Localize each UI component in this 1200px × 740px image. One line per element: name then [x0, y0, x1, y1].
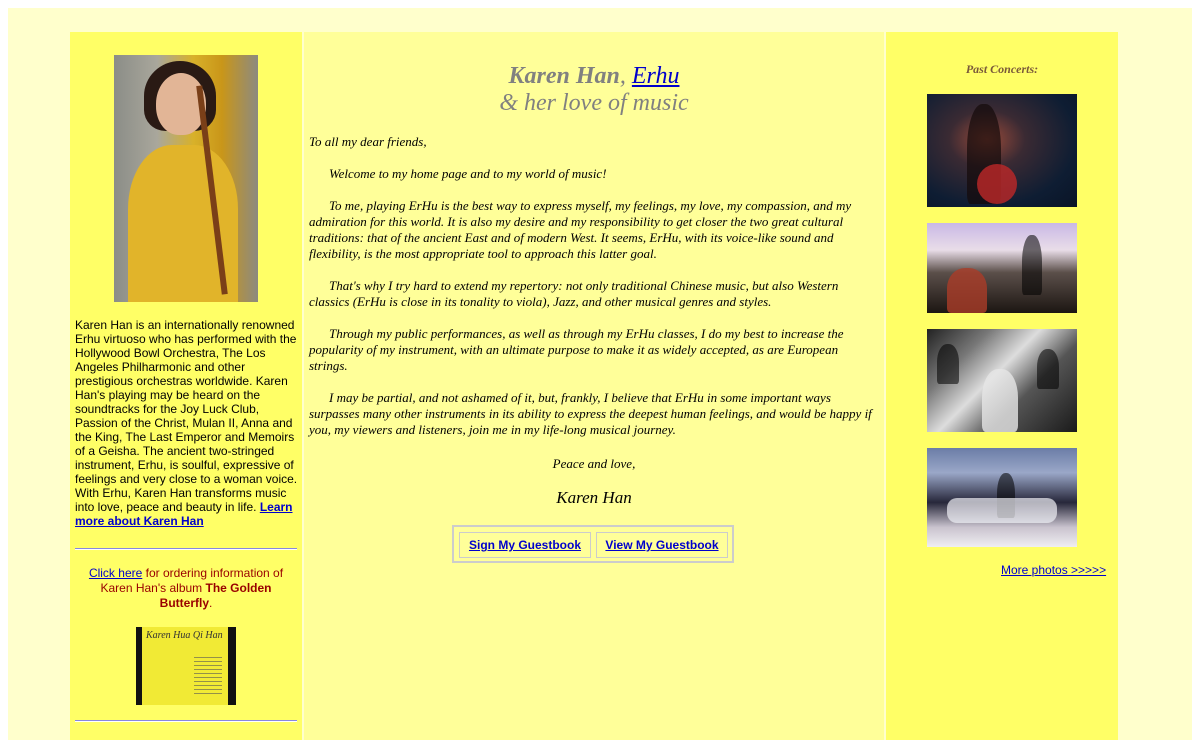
divider [75, 548, 297, 550]
album-order-info [75, 566, 297, 611]
view-guestbook-button[interactable] [596, 532, 728, 558]
album-cover-image[interactable] [136, 627, 236, 705]
letter-signoff: Peace and love, [552, 456, 636, 471]
concert-photo[interactable] [927, 94, 1077, 207]
order-text: for ordering information of Karen Han's album [100, 566, 284, 595]
main-content [304, 32, 884, 740]
letter-greeting: To all my dear friends, [309, 134, 427, 149]
bio-paragraph: Karen Han is an internationally renowned Erhu virtuoso who has performed with the Hollywood Bowl Orchestra, The Los Angeles Philharmonic and other prestigious orchestras worldwide. Karen Han's playing may be heard on the soundtracks for the Joy Luck Club, Passion of the Christ, Mulan II, Anna and the King, The Last Emperor and Memoirs of a Geisha. The ancient two-stringed instrument, Erhu, is soulful, expressive of feelings and very close to a woman voice. With Erhu, Karen Han transforms music into love, peace and beauty in life. [75, 318, 298, 514]
karen-han-portrait-photo [114, 55, 258, 302]
letter-signature: Karen Han [556, 488, 632, 507]
letter-paragraph: Through my public performances, as well as through my ErHu classes, I do my best to increase the popularity of my instrument, with an ultimate purpose to make it as widely accepted, as are European strings. [309, 326, 844, 373]
page-title: Karen Han, Erhu & her love of music [304, 62, 884, 116]
past-concerts-title: Past Concerts: [965, 62, 1039, 76]
album-name: The Golden Butterfly [159, 581, 272, 610]
letter-paragraph: That's why I try hard to extend my repertory: not only traditional Chinese music, but also Western classics (ErHu is close in its tonality to viola), Jazz, and other musical genres and styles. [309, 278, 839, 309]
bio-text [75, 318, 299, 528]
sign-guestbook-button[interactable] [459, 532, 591, 558]
view-guestbook-link[interactable]: View My Guestbook [605, 538, 719, 552]
sign-guestbook-link[interactable]: Sign My Guestbook [468, 538, 581, 552]
letter-paragraph: To me, playing ErHu is the best way to express myself, my feelings, my love, my compassion, and my admiration for this world. It is also my desire and my responsibility to get closer the two great cultural traditions: that of the ancient East and of modern West. It seems, ErHu, with its voice-like sound and flexibility, is the most appropriate tool to approach this latter goal. [309, 198, 852, 261]
album-cover-text: Karen Hua Qi Han [146, 630, 223, 641]
guestbook-buttons [452, 525, 734, 563]
concert-photo[interactable] [927, 223, 1077, 313]
concert-photo[interactable] [927, 448, 1077, 547]
learn-more-link[interactable]: Learn more about Karen Han [75, 500, 293, 528]
concert-photo[interactable] [927, 329, 1077, 432]
divider [75, 720, 297, 722]
more-photos-link[interactable]: More photos >>>>> [1001, 563, 1107, 577]
erhu-link[interactable]: Erhu [631, 63, 680, 89]
album-period: . [209, 596, 213, 610]
welcome-letter [309, 134, 877, 454]
click-here-link[interactable]: Click here [88, 566, 143, 580]
letter-paragraph: Welcome to my home page and to my world of music! [329, 166, 607, 181]
artist-name: Karen Han [508, 63, 620, 89]
page-subtitle: & her love of music [499, 90, 689, 116]
left-sidebar [70, 32, 302, 740]
right-sidebar [886, 32, 1118, 740]
more-photos-link-container [1001, 563, 1106, 577]
letter-paragraph: I may be partial, and not ashamed of it, but, frankly, I believe that ErHu in some important ways surpasses many other instruments in its ability to express the deepest human feelings, and would be happy if you, my viewers and listeners, join me in my life-long musical journey. [309, 390, 872, 437]
